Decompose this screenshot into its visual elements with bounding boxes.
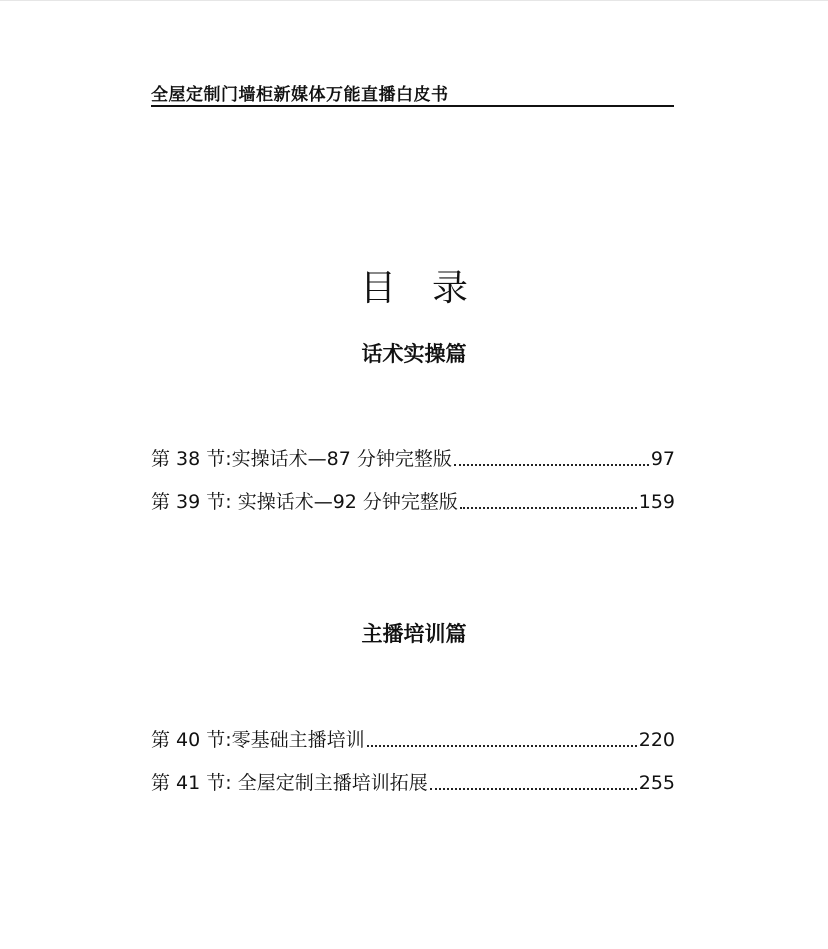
toc-title: 目录 xyxy=(359,268,504,309)
toc-entry-page-number: 97 xyxy=(650,448,675,470)
toc-entry-39[interactable] xyxy=(151,488,675,516)
toc-entry-label: 第 40 节:零基础主播培训 xyxy=(151,729,365,751)
toc-entry-label: 第 38 节:实操话术—87 分钟完整版 xyxy=(151,448,452,470)
toc-entry-41[interactable] xyxy=(151,769,675,797)
section-title-host-training: 主播培训篇 xyxy=(361,622,467,646)
dot-leader xyxy=(367,745,637,747)
toc-entry-40[interactable] xyxy=(151,726,675,754)
section-title-script-practice: 话术实操篇 xyxy=(361,342,467,366)
toc-entry-page-number: 220 xyxy=(638,729,675,751)
running-header xyxy=(151,77,674,107)
toc-entry-38[interactable] xyxy=(151,445,675,473)
running-header-title: 全屋定制门墙柜新媒体万能直播白皮书 xyxy=(151,85,449,105)
toc-entry-label: 第 39 节: 实操话术—92 分钟完整版 xyxy=(151,491,458,513)
dot-leader xyxy=(430,788,637,790)
toc-entry-page-number: 255 xyxy=(638,772,675,794)
dot-leader xyxy=(460,507,637,509)
toc-entry-page-number: 159 xyxy=(638,491,675,513)
dot-leader xyxy=(454,464,649,466)
toc-entry-label: 第 41 节: 全屋定制主播培训拓展 xyxy=(151,772,428,794)
